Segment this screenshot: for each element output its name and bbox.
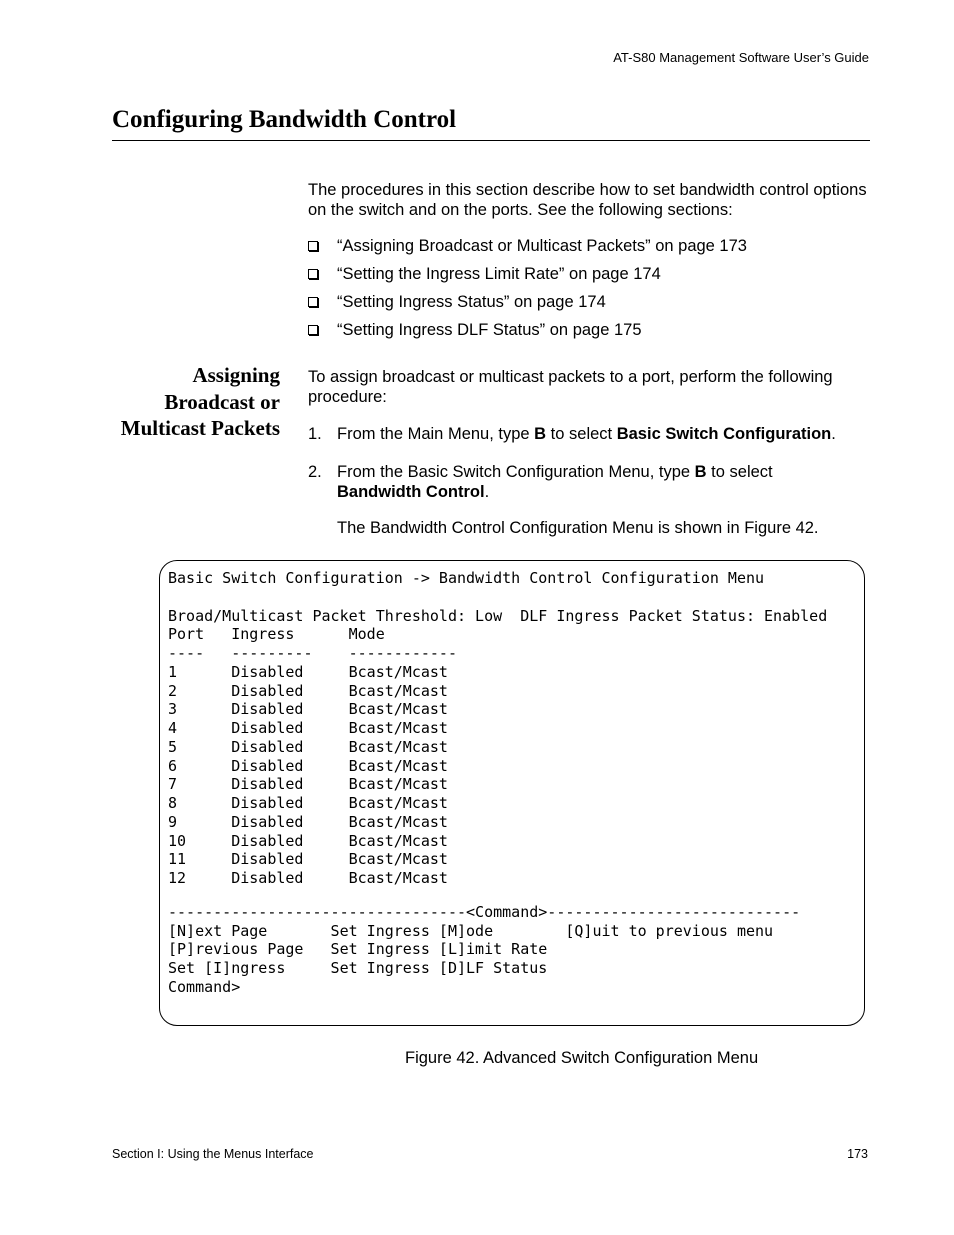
checkbox-bullet-icon [308,241,318,251]
table-row: 10 Disabled Bcast/Mcast [168,831,448,850]
table-row: 7 Disabled Bcast/Mcast [168,775,448,794]
step-target: Bandwidth Control [337,483,485,501]
list-item[interactable] [308,236,747,264]
page-header-guide-title: AT-S80 Management Software User’s Guide [613,50,869,65]
step-text-part: From the Basic Switch Configuration Menu, type [337,463,695,481]
table-row: 2 Disabled Bcast/Mcast [168,681,448,700]
subsection-heading-line: Broadcast or [164,389,280,414]
checkbox-bullet-icon [308,269,318,279]
step-text-part: to select [706,463,773,481]
section-link-list [308,236,747,348]
table-row: 12 Disabled Bcast/Mcast [168,869,448,887]
step-target: Basic Switch Configuration [616,425,832,443]
terminal-screen [159,560,865,1026]
step-key: B [534,425,547,443]
table-row: 9 Disabled Bcast/Mcast [168,812,448,831]
step-key: B [694,463,707,481]
step-text-part: . [831,425,836,443]
subsection-heading-line: Assigning [192,363,280,387]
step-text-part: . [484,483,490,501]
list-item[interactable] [308,264,747,292]
table-row: 5 Disabled Bcast/Mcast [168,737,448,756]
terminal-lines [168,569,827,997]
checkbox-bullet-icon [308,325,318,335]
subsection-intro: To assign broadcast or multicast packets to a port, perform the following procedure: [308,368,833,406]
footer-section: Section I: Using the Menus Interface [112,1147,314,1161]
terminal-menu-line: Set [I]ngress Set Ingress [D]LF Status [168,959,548,977]
subsection-heading [121,362,280,442]
section-link[interactable]: “Setting Ingress DLF Status” on page 175 [337,321,642,339]
terminal-menu-line: [P]revious Page Set Ingress [L]imit Rate [168,940,548,959]
step-number: 1. [308,425,322,443]
checkbox-bullet-icon [308,297,318,307]
list-item[interactable] [308,320,747,348]
section-title: Configuring Bandwidth Control [112,106,457,133]
terminal-status-line: Broad/Multicast Packet Threshold: Low DLF Ingress Packet Status: Enabled [168,606,828,625]
table-row: 1 Disabled Bcast/Mcast [168,662,448,681]
step-text-part: From the Main Menu, type [337,425,535,443]
step-text [337,462,868,502]
section-link[interactable]: “Assigning Broadcast or Multicast Packets” on page 173 [337,237,747,255]
terminal-table-separator: ---- --------- ------------ [168,644,457,662]
step-text [337,424,868,444]
table-row: 8 Disabled Bcast/Mcast [168,794,448,812]
intro-paragraph: The procedures in this section describe how to set bandwidth control options on the switch and on the ports. See the following sections: [308,181,867,219]
terminal-table-header: Port Ingress Mode [168,625,385,644]
table-row: 6 Disabled Bcast/Mcast [168,756,448,775]
procedure-step-1 [308,424,868,444]
table-row: 4 Disabled Bcast/Mcast [168,719,448,737]
section-link[interactable]: “Setting Ingress Status” on page 174 [337,293,606,311]
step-text-part: to select [546,425,617,443]
footer-page-number: 173 [847,1147,868,1161]
section-link[interactable]: “Setting the Ingress Limit Rate” on page 174 [337,265,661,283]
figure-caption: Figure 42. Advanced Switch Configuration Menu [405,1049,759,1067]
procedure-step-2 [308,462,868,502]
list-item[interactable] [308,292,747,320]
step-result-text: The Bandwidth Control Configuration Menu is shown in Figure 42. [337,519,819,537]
terminal-command-prompt: Command> [168,977,241,996]
subsection-heading-line: Multicast Packets [120,416,280,440]
terminal-breadcrumb: Basic Switch Configuration -> Bandwidth Control Configuration Menu [168,569,765,587]
title-rule [112,140,870,141]
terminal-menu-line: [N]ext Page Set Ingress [M]ode [Q]uit to previous menu [168,921,774,940]
terminal-command-rule: ---------------------------------<Command>---------------------------- [168,902,801,921]
step-number: 2. [308,463,322,481]
table-row: 11 Disabled Bcast/Mcast [168,850,448,869]
table-row: 3 Disabled Bcast/Mcast [168,700,448,719]
